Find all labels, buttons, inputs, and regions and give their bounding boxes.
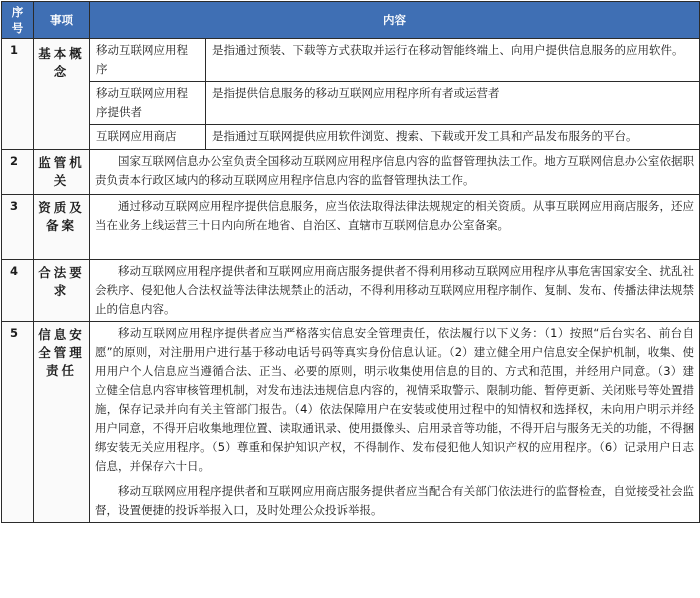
term-cell: 移动互联网应用程序提供者 bbox=[90, 82, 206, 125]
header-item: 事项 bbox=[34, 2, 90, 39]
table-row bbox=[2, 260, 700, 322]
content-cell bbox=[90, 150, 700, 195]
row-number: 3 bbox=[2, 195, 34, 260]
table-row bbox=[2, 125, 700, 150]
content-cell bbox=[90, 195, 700, 260]
table-row bbox=[2, 39, 700, 82]
row-category: 信息安全管理责任 bbox=[34, 322, 90, 523]
header-content: 内容 bbox=[90, 2, 700, 39]
term-cell: 移动互联网应用程序 bbox=[90, 39, 206, 82]
header-no: 序 号 bbox=[2, 2, 34, 39]
content-paragraph: 移动互联网应用程序提供者应当严格落实信息安全管理责任，依法履行以下义务：（1）按照“后台实名、前台自愿”的原则，对注册用户进行基于移动电话号码等真实身份信息认证。（2）建立健全用户信息安全保护机制，收集、使用用户个人信息应当遵循合法、正当、必要的原则，明示收集使用信息的目的、方式和范围，并经用户同意。（3）建立健全信息内容审核管理机制，对发布违法违规信息内容的，视情采取警示、限制功能、暂停更新、关闭账号等处置措施，保存记录并向有关主管部门报告。（4）依法保障用户在安装或使用过程中的知情权和选择权，未向用户明示并经用户同意，不得开启收集地理位置、读取通讯录、使用摄像头、启用录音等功能，不得开启与服务无关的功能，不得捆绑安装无关应用程序。（5）尊重和保护知识产权，不得制作、发布侵犯他人知识产权的应用程序。（6）记录用户日志信息，并保存六十日。 bbox=[95, 326, 694, 473]
row-number: 2 bbox=[2, 150, 34, 195]
content-paragraph: 通过移动互联网应用程序提供信息服务，应当依法取得法律法规规定的相关资质。从事互联网应用商店服务，还应当在业务上线运营三十日内向所在地省、自治区、直辖市互联网信息办公室备案。 bbox=[95, 199, 694, 232]
term-cell: 互联网应用商店 bbox=[90, 125, 206, 150]
table-row bbox=[2, 195, 700, 260]
row-number: 5 bbox=[2, 322, 34, 523]
row-number: 1 bbox=[2, 39, 34, 150]
row-category: 监管机关 bbox=[34, 150, 90, 195]
regulation-table bbox=[1, 1, 700, 523]
table-row bbox=[2, 322, 700, 523]
content-paragraph: 移动互联网应用程序提供者和互联网应用商店服务提供者不得利用移动互联网应用程序从事危害国家安全、扰乱社会秩序、侵犯他人合法权益等法律法规禁止的活动，不得利用移动互联网应用程序制作、复制、发布、传播法律法规禁止的信息内容。 bbox=[95, 264, 694, 316]
content-paragraph: 国家互联网信息办公室负责全国移动互联网应用程序信息内容的监督管理执法工作。地方互联网信息办公室依据职责负责本行政区域内的移动互联网应用程序信息内容的监督管理执法工作。 bbox=[95, 154, 694, 187]
table-row bbox=[2, 150, 700, 195]
definition-cell: 是指通过预装、下载等方式获取并运行在移动智能终端上、向用户提供信息服务的应用软件。 bbox=[206, 39, 700, 82]
row-category: 基本概念 bbox=[34, 39, 90, 150]
definition-cell: 是指通过互联网提供应用软件浏览、搜索、下载或开发工具和产品发布服务的平台。 bbox=[206, 125, 700, 150]
definition-cell: 是指提供信息服务的移动互联网应用程序所有者或运营者 bbox=[206, 82, 700, 125]
content-cell bbox=[90, 260, 700, 322]
content-cell bbox=[90, 322, 700, 523]
table-header-row bbox=[2, 2, 700, 39]
row-number: 4 bbox=[2, 260, 34, 322]
content-paragraph: 移动互联网应用程序提供者和互联网应用商店服务提供者应当配合有关部门依法进行的监督检查，自觉接受社会监督，设置便捷的投诉举报入口，及时处理公众投诉举报。 bbox=[95, 484, 694, 517]
row-category: 合法要求 bbox=[34, 260, 90, 322]
row-category: 资质及备案 bbox=[34, 195, 90, 260]
table-row bbox=[2, 82, 700, 125]
